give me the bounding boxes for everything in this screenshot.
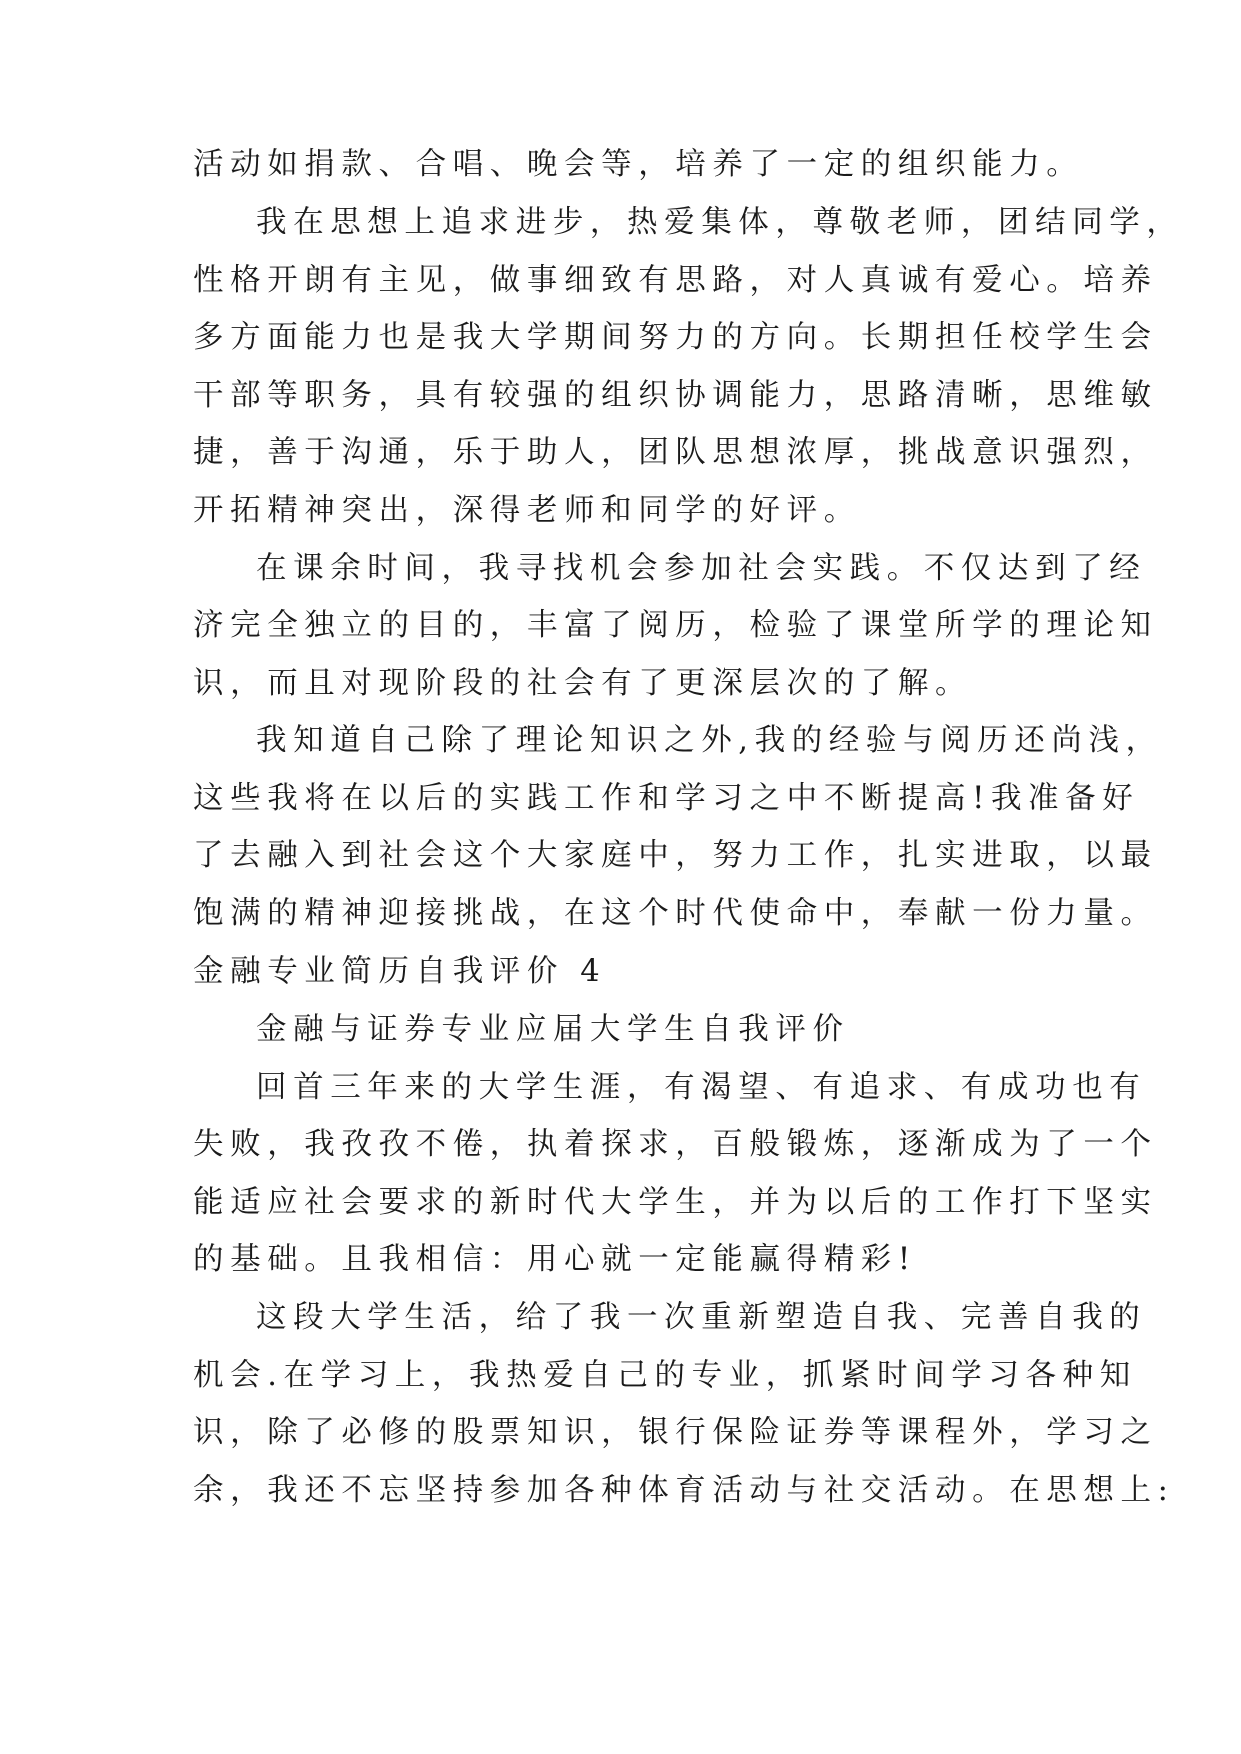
paragraph-line: 余，我还不忘坚持参加各种体育活动与社交活动。在思想上: [193, 1473, 1175, 1508]
paragraph-line: 机会.在学习上，我热爱自己的专业，抓紧时间学习各种知 [193, 1358, 1137, 1393]
paragraph-line: 性格开朗有主见，做事细致有思路，对人真诚有爱心。培养 [193, 263, 1158, 298]
paragraph-line: 这段大学生活，给了我一次重新塑造自我、完善自我的 [256, 1300, 1147, 1335]
paragraph-line: 开拓精神突出，深得老师和同学的好评。 [193, 493, 861, 528]
section-heading: 金融专业简历自我评价 4 [193, 954, 607, 989]
paragraph-line: 这些我将在以后的实践工作和学习之中不断提高!我准备好 [193, 781, 1140, 816]
paragraph-line: 识，除了必修的股票知识，银行保险证券等课程外，学习之 [193, 1415, 1158, 1450]
paragraph-line: 饱满的精神迎接挑战，在这个时代使命中，奉献一份力量。 [193, 896, 1158, 931]
paragraph-line: 干部等职务，具有较强的组织协调能力，思路清晰，思维敏 [193, 378, 1158, 413]
paragraph-line: 活动如捐款、合唱、晚会等，培养了一定的组织能力。 [193, 147, 1084, 182]
paragraph-line: 在课余时间，我寻找机会参加社会实践。不仅达到了经 [256, 551, 1147, 586]
paragraph-line: 能适应社会要求的新时代大学生，并为以后的工作打下坚实 [193, 1185, 1158, 1220]
paragraph-line: 捷，善于沟通，乐于助人，团队思想浓厚，挑战意识强烈， [193, 435, 1158, 470]
paragraph-line: 识，而且对现阶段的社会有了更深层次的了解。 [193, 666, 973, 701]
paragraph-line: 回首三年来的大学生涯，有渴望、有追求、有成功也有 [256, 1070, 1147, 1105]
paragraph-line: 了去融入到社会这个大家庭中，努力工作，扎实进取，以最 [193, 838, 1158, 873]
paragraph-line: 济完全独立的目的，丰富了阅历，检验了课堂所学的理论知 [193, 608, 1158, 643]
paragraph-line: 失败，我孜孜不倦，执着探求，百般锻炼，逐渐成为了一个 [193, 1127, 1158, 1162]
sub-heading: 金融与证券专业应届大学生自我评价 [256, 1012, 850, 1047]
paragraph-line: 我知道自己除了理论知识之外,我的经验与阅历还尚浅， [256, 723, 1163, 758]
paragraph-line: 我在思想上追求进步，热爱集体，尊敬老师，团结同学， [256, 205, 1184, 240]
paragraph-line: 的基础。且我相信：用心就一定能赢得精彩! [193, 1242, 917, 1277]
paragraph-line: 多方面能力也是我大学期间努力的方向。长期担任校学生会 [193, 320, 1158, 355]
